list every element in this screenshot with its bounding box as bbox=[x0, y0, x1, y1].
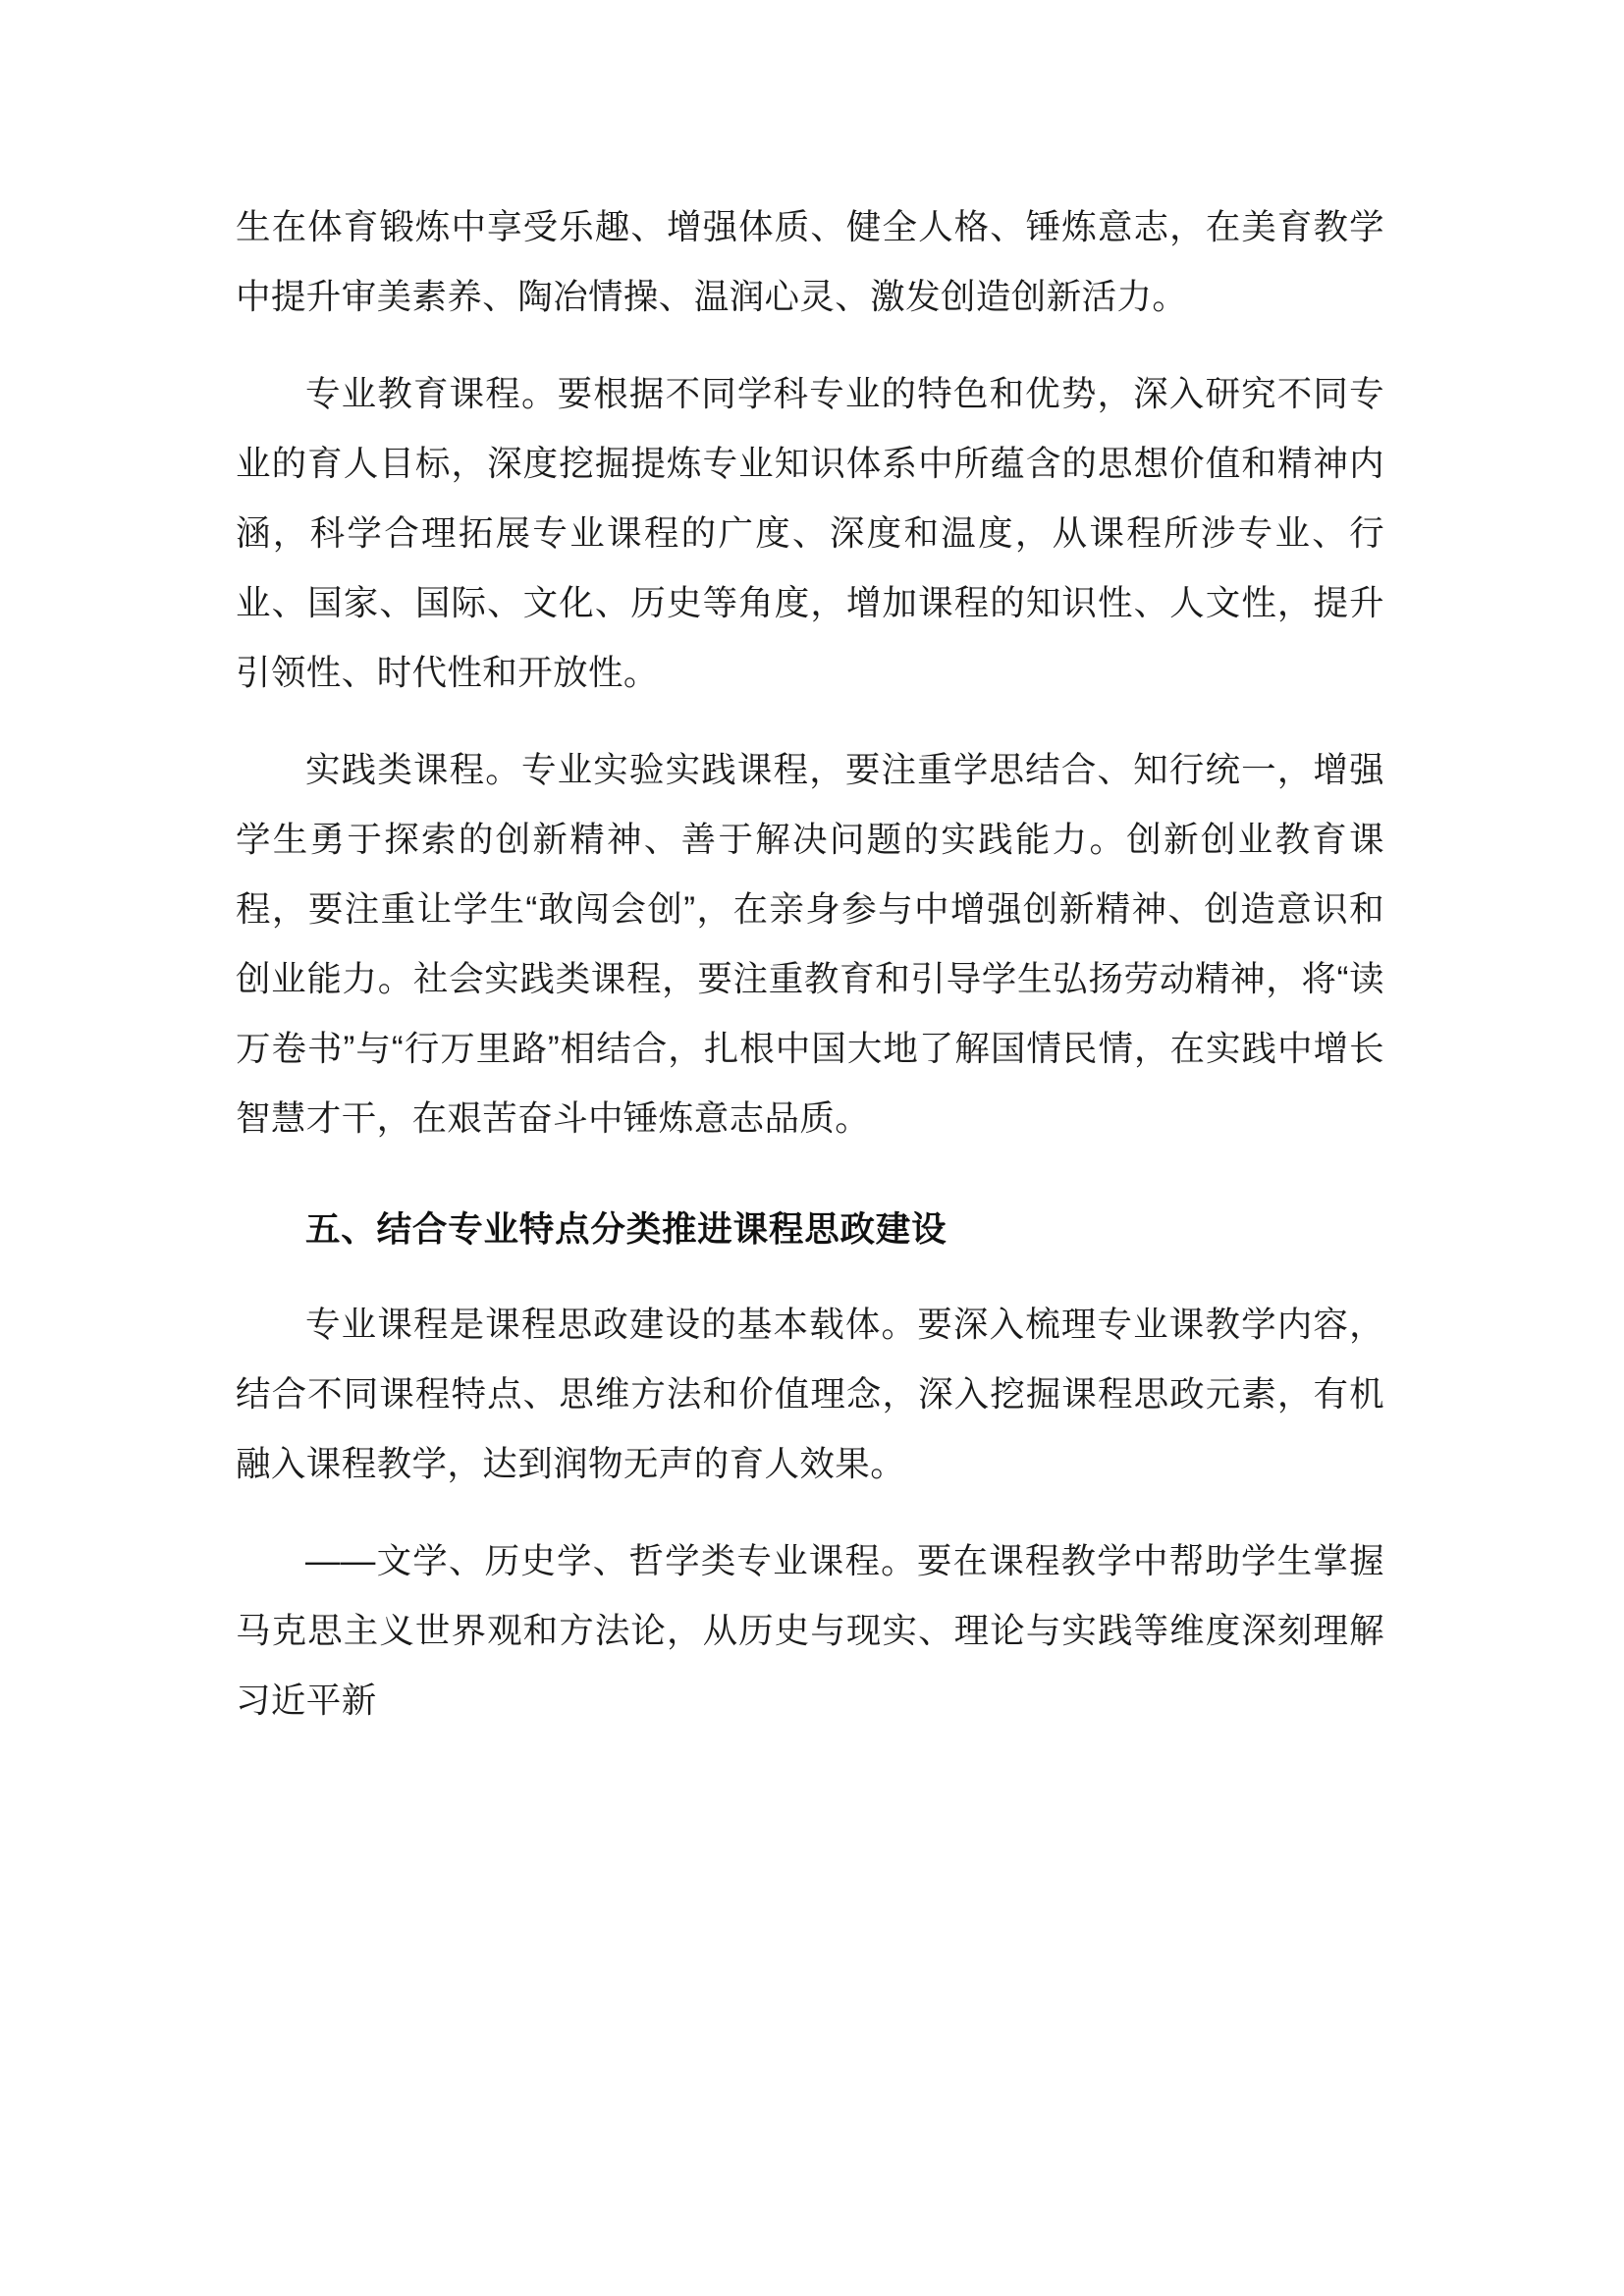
page-content bbox=[236, 192, 1384, 1763]
paragraph-continuation: 生在体育锻炼中享受乐趣、增强体质、健全人格、锤炼意志，在美育教学中提升审美素养、陶冶情操、温润心灵、激发创造创新活力。 bbox=[236, 207, 1384, 316]
paragraph-professional-courses-carrier: 专业课程是课程思政建设的基本载体。要深入梳理专业课教学内容，结合不同课程特点、思维方法和价值理念，深入挖掘课程思政元素，有机融入课程教学，达到润物无声的育人效果。 bbox=[236, 1305, 1384, 1483]
paragraph-practice-courses: 实践类课程。专业实验实践课程，要注重学思结合、知行统一，增强学生勇于探索的创新精神、善于解决问题的实践能力。创新创业教育课程，要注重让学生“敢闯会创”，在亲身参与中增强创新精神、创造意识和创业能力。社会实践类课程，要注重教育和引导学生弘扬劳动精神，将“读万卷书”与“行万里路”相结合，扎根中国大地了解国情民情，在实践中增长智慧才干，在艰苦奋斗中锤炼意志品质。 bbox=[236, 750, 1384, 1138]
paragraph-professional-education: 专业教育课程。要根据不同学科专业的特色和优势，深入研究不同专业的育人目标，深度挖掘提炼专业知识体系中所蕴含的思想价值和精神内涵，科学合理拓展专业课程的广度、深度和温度，从课程所涉专业、行业、国家、国际、文化、历史等角度，增加课程的知识性、人文性，提升引领性、时代性和开放性。 bbox=[236, 374, 1384, 692]
section-heading-five: 五、结合专业特点分类推进课程思政建设 bbox=[305, 1209, 947, 1249]
paragraph-literature-history-philosophy: ——文学、历史学、哲学类专业课程。要在课程教学中帮助学生掌握马克思主义世界观和方法论，从历史与现实、理论与实践等维度深刻理解习近平新 bbox=[236, 1541, 1384, 1720]
